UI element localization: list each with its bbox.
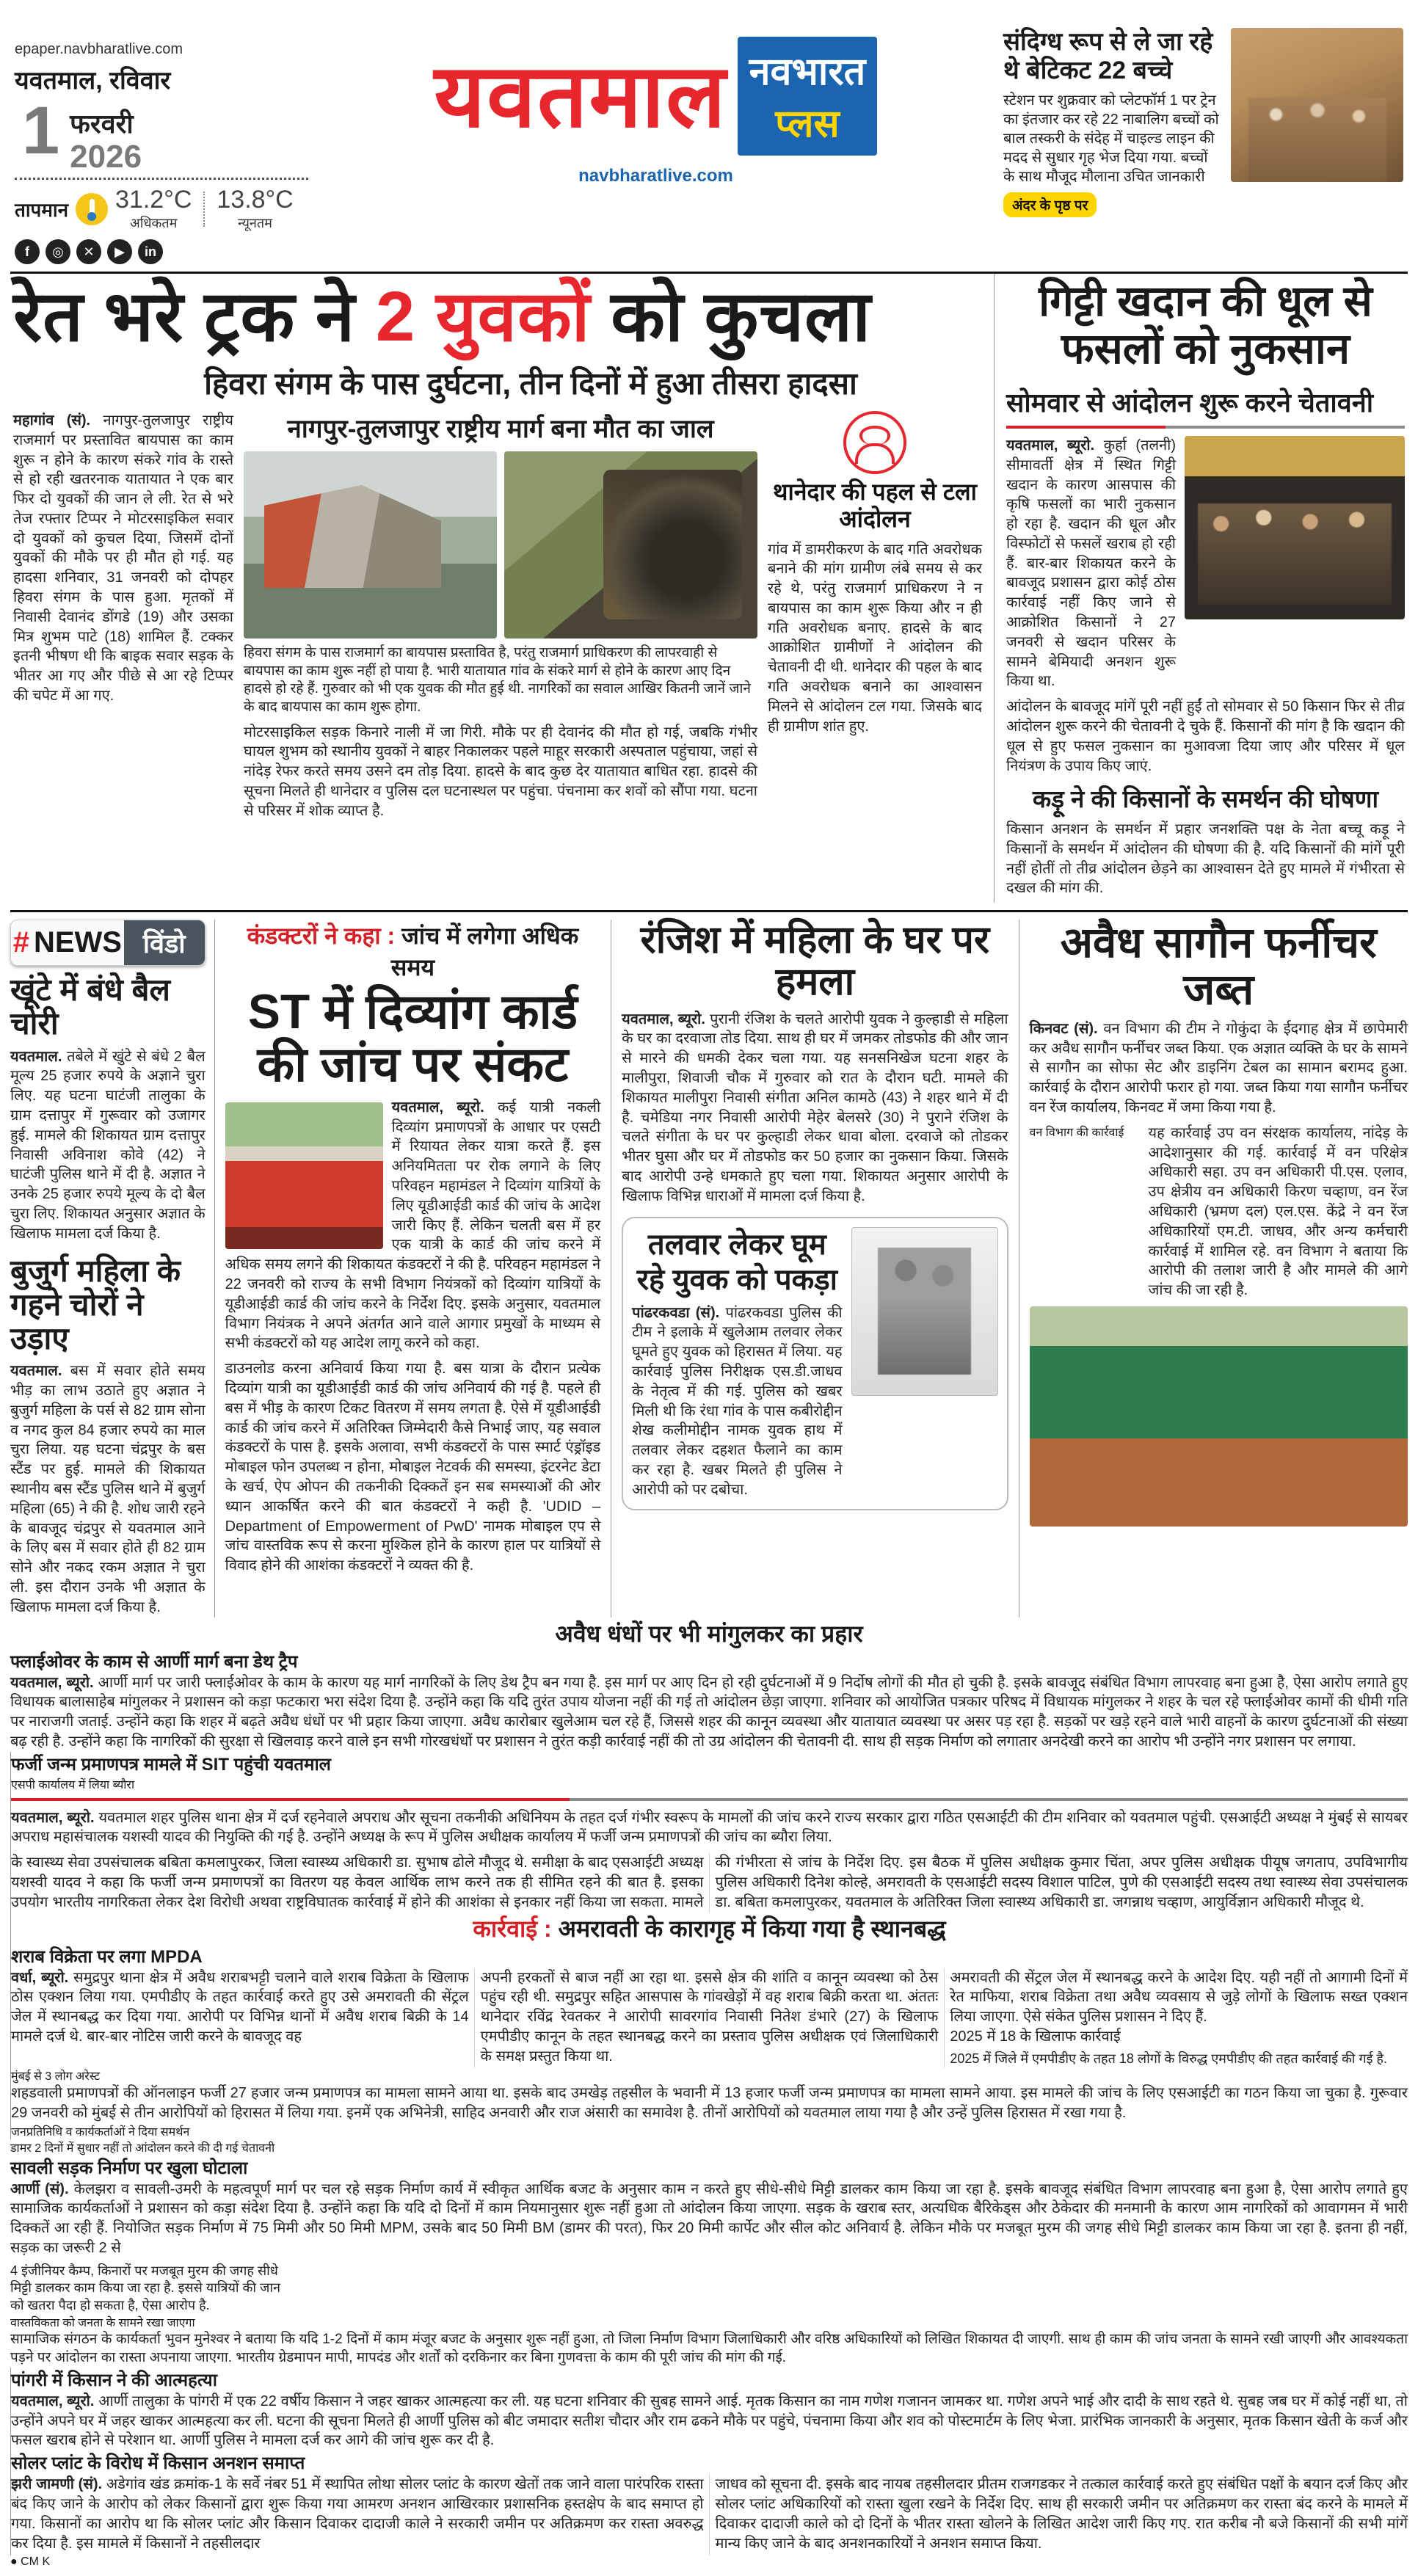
savli-headline: सावली सड़क निर्माण पर खुला घोटाला (10, 2158, 248, 2178)
forest-dept-sidebar: वन विभाग की कार्रवाई (1029, 1126, 1124, 1139)
temp-max-label: अधिकतम (130, 216, 178, 230)
gitti-body1-text: कुर्हा (तलनी) सीमावर्ती क्षेत्र में स्थित गिट्टी खदान के कारण आसपास की कृषि फसलों का भारी नुकसान हो रहा है. खदान की धूल और विस्फोटों से फसलें खराब हो रही हैं. बार-बार शिकायत करने के बावजूद प्रशासन द्वारा कोई ठोस कार्रवाई नहीं किए जाने से आक्रोशित किसानों ने 27 जनवरी से खदान परिसर के सामने बेमियादी अनशन शुरू किया था. (1006, 437, 1176, 690)
news-label: NEWS (33, 926, 122, 959)
gitti-dateline: यवतमाल, ब्यूरो. (1006, 437, 1095, 454)
pangri-body: आर्णी तालुका के पांगरी में एक 22 वर्षीय किसान ने जहर खाकर आत्महत्या कर ली. यह घटना शनिवार की सुबह सामने आई. मृतक किसान का नाम गणेश गजानन जामकर था. गणेश अपने भाई और दादी के साथ रहते थे. सुबह जब घर में कोई नहीं था, तो उन्होंने अपने घर में जहर खाकर आत्महत्या कर ली. घटना की सूचना मिलते ही आर्णी पुलिस को बीट जमादार सतीश चौदार और राम ढकने मौके पर पहुंचे, पंचनामा किया और शव को पोस्टमार्टम के लिए भेजा. प्रारंभिक जानकारी के अनुसार, मृतक किसान खेती के कर्ज और फसल खराब होने से परेशान था. आर्णी पुलिस ने मामला दर्ज कर आगे की जांच शुरू कर दी है. (11, 2393, 1408, 2449)
brief-headline: संदिग्ध रूप से ले जा रहे थे बेटिकट 22 बच्चे (1003, 28, 1213, 85)
savli-body (10, 2180, 1408, 2258)
brief-body: स्टेशन पर शुक्रवार को प्लेटफॉर्म 1 पर ट्रेन का इंतजार कर रहे 22 नाबालिग बच्चों को बाल तस्करी के संदेह में चाइल्ड लाइन की मदद से सुधार गृह भेज दिया गया. बच्चों के साथ मौजूद मौलाना उचित जानकारी (1003, 92, 1219, 186)
kadu-body: किसान अनशन के समर्थन में प्रहार जनशक्ति पक्ष के नेता बच्चू कड़ू ने किसानों के समर्थन में आंदोलन की घोषणा की है. यदि किसानों की मांगें पूरी नहीं होतीं तो तीव्र आंदोलन छेड़ने का आश्वासन देते हुए मामले में गंभीरता से दखल की मांग की. (1006, 821, 1405, 897)
temp-min-label: न्यूनतम (238, 216, 272, 230)
st-body1: कई यात्री नकली दिव्यांग प्रमाणपत्रों के आधार पर एसटी में रियायत लेकर यात्रा करते हैं. इस अनियमितता पर रोक लगाने के लिए परिवहन महामंडल ने दिव्यांग यात्रियों के लिए यूडीआईडी कार्ड की जांच के आदेश जारी किए हैं. लेकिन चलती बस में हर एक यात्री के कार्ड की जांच करने में अधिक समय लगने की शिकायत कंडक्टरों ने की है. परिवहन महामंडल ने 22 जनवरी को राज्य के सभी विभाग नियंत्रकों को दिव्यांग यात्रियों के यूडीआईडी कार्ड की जांच करने के निर्देश दिए. इसके अनुसार, यवतमाल विभाग नियंत्रक ने अपने अंतर्गत आने वाले आगार प्रमुखों के माध्यम से सभी कंडक्टरों को यह आदेश लागू करने को कहा. (225, 1099, 601, 1352)
st-kicker-rest: जांच में लगेगा अधिक समय (390, 923, 579, 981)
youtube-icon[interactable]: ▶ (107, 239, 132, 264)
date-month: फरवरी (70, 109, 134, 139)
mpda-body2: अपनी हरकतों से बाज नहीं आ रहा था. इससे क्षेत्र की शांति व कानून व्यवस्था को ठेस पहुंच रही थी. समुद्रपुर सहित आसपास के गांवखेड़ों में वह शराब बिक्री करता था. अंततः थानेदार रविंद्र रेवतकर ने आरोपी सावरगांव निवासी नितेश डंभारे (27) के खिलाफ एमपीडीए कानून के तहत स्थानबद्ध करने का प्रस्ताव पुलिस अधीक्षक एवं जिलाधिकारी के समक्ष प्रस्तुत किया था. (480, 1969, 939, 2064)
weather-block (15, 186, 308, 232)
lead-body1: नागपुर-तुलजापुर राष्ट्रीय राजमार्ग पर प्रस्तावित बायपास का काम शुरू न होने के कारण संकरे गांव के रास्ते से हो रही खतरनाक यातायात ने एक बार फिर दो युवकों की जान ले ली. रेत से भरे तेज रफ्तार टिप्पर ने मोटरसाइकिल सवार दो युवकों को कुचल दिया, जिसमें दोनों युवकों की मौके पर ही मौत हो गई. यह हादसा शनिवार, 31 जनवरी को दोपहर हिवरा संगम के पास हुआ. मृतकों में निवासी देवानंद डोंगडे (19) और उसका मित्र शुभम पाटे (18) शामिल हैं. टक्कर इतनी भीषण थी कि बाइक सवार सड़क के भीतर आ गए और पीछे से आ रहे टिप्पर की चपेट में आ गए. (13, 412, 234, 705)
st-headline: ST में दिव्यांग कार्ड की जांच पर संकट (247, 984, 578, 1091)
solar-column (10, 2451, 1408, 2555)
st-body2: डाउनलोड करना अनिवार्य किया गया है. बस यात्रा के दौरान प्रत्येक दिव्यांग यात्री का यूडीआईडी कार्ड की जांच अनिवार्य की गई है. पहले ही बस में भीड़ के कारण टिकट वितरण में समय लगता है. ऐसे में यूडीआईडी कार्ड की जांच करने में अतिरिक्त जिम्मेदारी कैसे निभाई जाए, यह सवाल कंडक्टरों के पास है. इसके अलावा, सभी कंडक्टरों के पास स्मार्ट एंड्रॉइड मोबाइल फोन उपलब्ध न होना, मोबाइल नेटवर्क की समस्या, इंटरनेट डेटा के खर्च, ऐप ओपन की तकनीकी दिक्कतें इन सब समस्याओं की ओर ध्यान आकर्षित करने की बात कंडक्टरों ने कही है. 'UDID – Department of Empowerment of PwD' नामक मोबाइल एप से जांच वास्तविक रूप से करना मुश्किल होने के कारण हाल पर यात्रियों से विवाद होने की आशंका कंडक्टरों ने व्यक्त की है. (225, 1361, 601, 1574)
st-dateline: यवतमाल, ब्यूरो. (391, 1099, 484, 1116)
police-officer-icon (843, 411, 906, 474)
talwar-body: पांढरकवडा पुलिस की टीम ने इलाके में खुलेआम तलवार लेकर घूमते हुए युवक को हिरासत में लिया. यह कार्रवाई पुलिस निरीक्षक एस.डी.जाधव के नेतृत्व में की गई. पुलिस को खबर मिली थी कि रंधा गांव के पास कबीरोद्दीन शेख कलीमोद्दीन नामक युवक हाथ में तलवार लेकर दहशत फैलाने का काम कर रहा है. खबर मिलते ही पुलिस ने आरोपी को पर दबोचा. (632, 1304, 843, 1498)
talwar-article (622, 1217, 1008, 1510)
lead-band (10, 274, 1408, 903)
sagaun-dateline: किनवट (सं). (1029, 1020, 1098, 1037)
temp-divider (203, 192, 205, 227)
sagaun-article (1030, 920, 1408, 1527)
band2 (10, 910, 1408, 1617)
lead-headline (13, 277, 982, 356)
linkedin-icon[interactable]: in (138, 239, 163, 264)
mpda-inset-box (950, 2027, 1408, 2067)
solar-body2: जाधव को सूचना दी. इसके बाद नायब तहसीलदार प्रीतम राजगडकर ने तत्काल कार्रवाई करते हुए संबंधित पक्षों के बयान दर्ज किए और सोलर प्लांट अधिकारियों को रास्ता खुला रखने के निर्देश दिए. साथ ही सरकारी जमीन पर अतिक्रमण कर रास्ता बंद करने के मामले में दिवाकर दादाजी काले को दो दिनों के भीतर रास्ता खोलने के लिखित आदेश जारी किए गए. रात करीब नौ बजे किसानों की सभी मांगें मान्य किए जाने के बाद अनशनकारियों ने अनशन समाप्त किया. (715, 2476, 1408, 2552)
mpda-headline: शराब विक्रेता पर लगा MPDA (11, 1946, 203, 1967)
mpda-body1: समुद्रपुर थाना क्षेत्र में अवैध शराबभट्टी चलाने वाले शराब विक्रेता के खिलाफ ठोस एक्शन लिया गया. एमपीडीए के तहत कार्रवाई करते हुए उसे अमरावती की सेंट्रल जेल में स्थानबद्ध कर दिया गया. आरोपी पर विभिन्न थानों में अवैध शराब बिक्री के 14 मामले दर्ज थे. बार-बार नोटिस जारी करने के बावजूद वह (11, 1969, 469, 2045)
sagaun-body2: यह कार्रवाई उप वन संरक्षक कार्यालय, नांदेड़ के आदेशानुसार की गई. कार्रवाई में वन परिक्षेत्र अधिकारी सहा. उप वन अधिकारी पी.एस. एलाव, उप क्षेत्रीय वन अधिकारी किरण चव्हाण, वन रेंज अधिकारी (भ्रमण दल) एल.एस. केंद्रे ने वन रेंज अधिकारियों एम.टी. जाधव, और अन्य कर्मचारी कार्रवाई में शामिल रहे. वन विभाग ने बताया कि आरोपी की तलाश जारी है और मामले की आगे जांच की जा रही है. (1148, 1124, 1408, 1299)
sit-column (10, 1752, 1408, 2067)
mpda-body (11, 1968, 1408, 2067)
thana-body: गांव में डामरीकरण के बाद गति अवरोधक बनाने की मांग ग्रामीण लंबे समय से कर रहे थे, परंतु राजमार्ग प्राधिकरण ने न बायपास का काम शुरू किया और न ही गति अवरोधक बनाए. हादसे के बाद आक्रोशित ग्रामीणों ने आंदोलन की चेतावनी दी थी. थानेदार की पहल के बाद गति अवरोधक बनाने का आश्वासन मिलने से आंदोलन टल गया. जिसके बाद ही ग्रामीण शांत हुए. (768, 541, 982, 735)
gitti-body1 (1006, 436, 1176, 691)
mpda-dateline: वर्धा, ब्यूरो. (11, 1969, 69, 1986)
gitti-article (994, 274, 1408, 903)
date-block (22, 93, 308, 175)
bull-theft-headline: खूंटे में बंधे बैल चोरी (10, 972, 170, 1041)
flyover-column (10, 1618, 1408, 1752)
x-icon[interactable]: ✕ (76, 239, 101, 264)
solar-headline: सोलर प्लांट के विरोध में किसान अनशन समाप्त (11, 2453, 305, 2474)
lead-photo-caption: हिवरा संगम के पास राजमार्ग का बायपास प्रस्तावित है, परंतु राजमार्ग प्राधिकरण की लापरवाही से बायपास का काम शुरू नहीं हो पाया है. भारी यातायात गांव के संकरे मार्ग से होने के कारण आए दिन हादसे हो रहे हैं. गुरुवार को भी एक युवक की मौत हुई थी. नागरिकों का सवाल आखिर कितनी जानें जाने के बाद बायपास का काम शुरू होगा. (244, 644, 751, 715)
bull-theft-body: तबेले में खुंटे से बंधे 2 बैल मूल्य 25 हजार रुपये के अज्ञाने चुरा लिए. यह घटना घाटंजी तालुका के ग्राम दत्तापुर में गुरूवार को उजागर हुई. मामले की शिकायत ग्राम दत्तापुर निवासी अविनाश कोवे (42) ने घाटंजी पुलिस थाने में दी है. अज्ञात ने उनके 25 हजार रुपये मूल्य के दो बैल चुरा लिए. शिकायत अनुसार अज्ञात के खिलाफ मामला दर्ज किया है. (10, 1048, 206, 1242)
sagaun-headline: अवैध सागौन फर्नीचर जब्त (1060, 919, 1377, 1014)
gitti-body2: आंदोलन के बावजूद मांगें पूरी नहीं हुईं तो सोमवार से 50 किसान फिर से तीव्र आंदोलन शुरू करने की चेतावनी दे चुके हैं. किसानों की मांग है कि खदान की धूल से हुए फसल नुकसान का मुआवजा दिया जाए और परिसर में धूल नियंत्रण के उपाय किए जाएं. (1006, 699, 1405, 774)
sit-subhead: एसपी कार्यालय में लिया ब्यौरा (11, 1778, 135, 1791)
seized-teak-furniture-photo (1030, 1306, 1408, 1527)
news-window-column (10, 920, 214, 1617)
savli-dateline: आर्णी (सं). (10, 2180, 69, 2197)
sit-dateline: यवतमाल, ब्यूरो. (11, 1809, 95, 1826)
sit-body1: यवतमाल शहर पुलिस थाना क्षेत्र में दर्ज रहनेवाले अपराध और सूचना तकनीकी अधिनियम के तहत दर्ज गंभीर स्वरूप के मामलों की जांच करने राज्य सरकार द्वारा गठित एसआईटी की टीम शनिवार को यवतमाल पहुंची. एसआईटी अध्यक्ष ने मुंबई से सायबर अपराध महासंचालक यशस्वी यादव की नियुक्ति की गई है. उन्होंने अध्यक्ष के रूप में पुलिस अधीक्षक कार्यालय में फर्जी जन्म प्रमाणपत्रों की जांच का ब्यौरा लिया. (11, 1809, 1408, 1846)
mpda-body3: अमरावती की सेंट्रल जेल में स्थानबद्ध करने के आदेश दिए. यही नहीं तो आगामी दिनों में रेत माफिया, शराब विक्रेता तथा अवैध व्यवसाय से जुड़े लोगों के खिलाफ सख्त एक्शन लिया जाएगा. ऐसे संकेत पुलिस प्रशासन ने दिए हैं. (950, 1969, 1408, 2026)
lead-article (10, 274, 994, 903)
pangri-headline: पांगरी में किसान ने की आत्महत्या (11, 2370, 217, 2390)
lead-headline-pre: रेत भरे ट्रक ने (13, 277, 376, 356)
ranjish-column (611, 920, 1018, 1617)
cmyk-text: CM K (21, 2555, 51, 2569)
mumbai-subhead: मुंबई से 3 लोग अरेस्ट (11, 2070, 101, 2083)
flyover-kicker: अवैध धंधों पर भी मांगुलकर का प्रहार (555, 1620, 863, 1647)
road-photo-caption: 4 इंजीनियर कैम्प, किनारों पर मजबूत मुरम की जगह सीधे मिट्टी डालकर काम किया जा रहा है. इससे यात्रियों की जान को खतरा पैदा हो सकता है, ऐसा आरोप है. (10, 2263, 281, 2313)
print-marks (10, 2555, 1408, 2569)
ranjish-article (622, 920, 1008, 1206)
truck-accident-photo (244, 451, 497, 638)
dotted-divider (15, 178, 308, 180)
st-kicker-red: कंडक्टरों ने कहा : (247, 923, 396, 950)
damar-label: डामर (10, 2142, 32, 2155)
window-label: विंडो (124, 920, 205, 965)
lead-dateline: महागांव (सं). (13, 412, 91, 429)
arrest-sketch-image (851, 1227, 998, 1396)
mpda-kicker-red: कार्रवाई : (473, 1915, 552, 1942)
st-kicker (225, 920, 601, 983)
lead-photo-caption-head: नागपुर-तुलजापुर राष्ट्रीय मार्ग बना मौत का जाल (287, 414, 714, 443)
talwar-headline: तलवार लेकर घूम रहे युवक को पकड़ा (636, 1228, 838, 1296)
brand-logo (738, 37, 878, 156)
masthead-center (321, 22, 990, 186)
inside-page-link[interactable]: अंदर के पृष्ठ पर (1003, 192, 1097, 217)
mpda-kicker-rest: अमरावती के कारागृह में किया गया है स्थानबद्ध (551, 1915, 946, 1942)
ranjish-headline: रंजिश में महिला के घर पर हमला (640, 919, 990, 1004)
sit-subhead-rule (11, 1798, 1408, 1801)
jewellery-theft-article (10, 1254, 206, 1618)
gitti-headline: गिट्टी खदान की धूल से फसलों को नुकसान (1039, 277, 1372, 373)
mumbai-body: शहडवाली प्रमाणपत्रों की ऑनलाइन फर्जी 27 हजार जन्म प्रमाणपत्र का मामला सामने आया था. इसके बाद उमखेड़ तहसील के भवानी में 13 हजार फर्जी जन्म प्रमाणपत्र का मामला सामने आया. इस मामले की जांच के लिए एसआईटी का गठन किया जा चुका है. गुरूवार 29 जनवरी को मुंबई से तीन आरोपियों को हिरासत में लिया गया. इनमें एक अभिनेत्री, साहिद अनवारी और राज अंसारी का समावेश है. तीनों आरोपियों को यवतमाल लाया गया है और उन्हें पुलिस हिरासत में रखा गया है. (11, 2084, 1408, 2121)
jewellery-theft-dateline: यवतमाल. (10, 1363, 62, 1380)
lead-headline-red: 2 युवकों (375, 277, 591, 356)
sit-headline: फर्जी जन्म प्रमाणपत्र मामले में SIT पहुंची यवतमाल (11, 1754, 331, 1775)
mpda-article (11, 1913, 1408, 2067)
subhead-rule (1006, 426, 1405, 429)
masthead (10, 19, 1408, 274)
news-window-header (10, 920, 206, 966)
temp-label: तापमान (15, 198, 69, 221)
pangri-column (10, 2368, 1408, 2451)
edition-line: यवतमाल, रविवार (15, 67, 171, 95)
protest-caption: जनप्रतिनिधि व कार्यकर्ताओं ने दिया समर्थन (11, 2125, 190, 2139)
savli-body1: केलझरा व सावली-उमरी के महत्वपूर्ण मार्ग पर चल रहे सड़क निर्माण कार्य में स्वीकृत आर्थिक बजट के अनुसार काम न करते हुए सीधे-सीधे मिट्टी डालकर काम किया जा रहा है. इसके बावजूद संबंधित विभाग लापरवाह बना हुआ है, ऐसा आरोप लगाते हुए सामाजिक कार्यकर्ताओं ने प्रशासन को कड़ा संदेश दिया है. उन्होंने कहा कि यदि दो दिनों में काम नियमानुसार शुरू नहीं हुआ तो आंदोलन किया जाएगा. सड़क के खराब स्तर, अत्यधिक बैरिकेड्स और ठेकेदार की मनमानी के कारण आम नागरिकों को आवागमन में भारी दिक्कतें आ रही हैं. नियोजित सड़क निर्माण में 75 मिमी और 50 मिमी MPM, उसके बाद 50 मिमी BM (डामर की परत), फिर 20 मिमी कार्पेट और सील कोट अनिवार्य है. लेकिन मौके पर मजबूत मुरम की जगह सीधे मिट्टी डालकर काम किया जा रहा है. इतना ही नहीं, सड़क का जरूरी 2 से (10, 2180, 1408, 2256)
instagram-icon[interactable]: ◎ (46, 239, 70, 264)
savli-kicker: 2 दिनों में सुधार नहीं तो आंदोलन करने की दी गई चेतावनी (34, 2142, 275, 2155)
solar-dateline: झरी जामणी (सं). (11, 2476, 103, 2493)
ranjish-body: पुरानी रंजिश के चलते आरोपी युवक ने कुल्हाडी से महिला के घर का दरवाजा तोड दिया. साथ ही घर में जमकर तोडफोड की और जान से मारने की धमकी देकर चला गया. यह सनसनिखेज घटना शहर के मालीपुरा, शिवाजी चौक में गुरुवार को रात के दौरान घटी. मामले की शिकायत मालीपुरा निवासी संगीता अनिल कामठे (43) ने शहर थाने में दी है. चमेडिया नगर निवासी आरोपी मेहेर बेलसरे (30) ने पुराने रंजिश के चलते संगीता के घर पर कुल्हाडी लेकर धावा बोला. दरवाजे को तोडकर भीतर घुसा और घर में तोडफोड कर 50 हजार का नुकसान किया. जिसके बाद आरोपी उन्हे धमकाते हुए चला गया. शिकायत अनुसार आरोपी के खिलाफ विभिन्न धाराओं में मामला दर्ज किया है. (622, 1011, 1008, 1204)
sagaun-column (1019, 920, 1408, 1617)
facebook-icon[interactable]: f (15, 239, 40, 264)
ranjish-dateline: यवतमाल, ब्यूरो. (622, 1011, 705, 1027)
front-brief (1003, 22, 1403, 217)
savli-column (10, 2139, 1408, 2368)
temp-min: 13.8°C (217, 186, 294, 214)
crashed-motorcycle-photo (504, 451, 757, 638)
thana-headline: थानेदार की पहल से टला आंदोलन (773, 478, 977, 532)
temp-max: 31.2°C (115, 186, 192, 214)
date-year: 2026 (70, 139, 142, 175)
solar-body (11, 2475, 1408, 2555)
st-bus-photo (225, 1102, 383, 1249)
mpda-inset-body: 2025 में जिले में एमपीडीए के तहत 18 लोगों के विरुद्ध एमपीडीए की तहत कार्रवाई की गई है. (950, 2051, 1387, 2066)
masthead-title: यवतमाल (434, 47, 727, 145)
flyover-dateline: यवतमाल, ब्यूरो. (10, 1674, 94, 1691)
gitti-subhead: सोमवार से आंदोलन शुरू करने चेतावनी (1006, 387, 1374, 418)
bull-theft-article (10, 973, 206, 1243)
sit-body2: के स्वास्थ्य सेवा उपसंचालक बबिता कमलापुरकर, जिला स्वास्थ्य अधिकारी डा. सुभाष ढोले मौजूद थे. समीक्षा के बाद एसआईटी अध्यक्ष यशस्वी यादव ने कहा कि फर्जी जन्म प्रमाणपत्रों का वितरण यह केवल आर्थिक लाभ करने तक ही सीमित रहने की बात है. इसका उपयोग भारतीय नागरिकता लेकर देश विरोधी अथवा राष्ट्रविघातक कार्रवाई में होने की आशंका से इनकार नहीं किया जा सकता. मामले की गंभीरता से जांच के निर्देश दिए. इस बैठक में पुलिस अधीक्षक कुमार चिंता, अपर पुलिस अधीक्षक पीयूष जगताप, उपविभागीय पुलिस अधिकारी दिनेश कोल्हे, अमरावती के एसआईटी सदस्य विशाल पाटिल, पुणे की एसआईटी सदस्य तथा स्वास्थ्य सेवा उपसंचालक डा. बबिता कमलापुरकर, यवतमाल के अतिरिक्त जिला स्वास्थ्य अधिकारी डा. जगन्नाथ चव्हाण, आयुर्विज्ञान अधिकारी मौजूद थे. (11, 1855, 1408, 1910)
savli-box (10, 2314, 1408, 2368)
hash-icon: # (12, 926, 29, 959)
children-station-photo (1231, 28, 1403, 182)
damar-strip (10, 2139, 1408, 2155)
talwar-dateline: पांढरकवडा (सं). (632, 1304, 720, 1321)
thermometer-icon (76, 193, 108, 225)
social-icons (15, 239, 308, 264)
lead-body-left (13, 411, 233, 821)
mpda-kicker (11, 1913, 1408, 1944)
lead-photo-block (244, 411, 757, 821)
epaper-url[interactable]: epaper.navbharatlive.com (15, 41, 183, 57)
solar-body1: अडेगांव खंड क्रमांक-1 के सर्वे नंबर 51 में स्थापित लोथा सोलर प्लांट के कारण खेतों तक जाने वाला पारंपरिक रास्ता बंद किए जाने के आरोप को लेकर किसानों द्वारा शुरू किया गया आमरण अनशन आखिरकार प्रशासनिक हस्तक्षेप के बाद समाप्त हो गया. किसानों का आरोप था कि सोलर प्लांट और किसान दिवाकर दादाजी काले ने सरकारी जमीन पर अतिक्रमण कर रास्ता अवरुद्ध कर दिया है. इस मामले में किसानों ने तहसीलदार (11, 2476, 704, 2552)
flyover-body (10, 1673, 1408, 1752)
sagaun-body1: वन विभाग की टीम ने गोकुंदा के ईदगाह क्षेत्र में छापेमारी कर अवैध सागौन फर्नीचर जब्त किया. एक अज्ञात व्यक्ति के घर के सामने से सागौन का सोफा सेट और डाइनिंग टेबल का सामान बरामद हुआ. कार्रवाई के दौरान आरोपी फरार हो गया. जब्त किया गया सागौन फर्नीचर वन रेंज कार्यालय, किनवट में जमा किया गया है. (1029, 1020, 1408, 1116)
lead-body2: मोटरसाइकिल सड़क किनारे नाली में जा गिरी. मौके पर ही देवानंद की मौत हो गई, जबकि गंभीर घायल शुभम को स्थानीय युवकों ने बाहर निकालकर पहले माहूर सरकारी अस्पताल पहुंचाया, जहां से नांदेड़ रेफर करते समय उसने दम तोड़ दिया. हादसे के बाद कुछ देर यातायात बाधित रहा. हादसे की सूचना मिलते ही थानेदार व पुलिस दल घटनास्थल पर पहुंचा. पंचनामा कर शवों को सौंपा गया. घटना से परिसर में शोक व्याप्त है. (244, 724, 757, 819)
mumbai-column (10, 2067, 1408, 2139)
bull-theft-dateline: यवतमाल. (10, 1048, 62, 1065)
date-day: 1 (22, 93, 60, 168)
pangri-dateline: यवतमाल, ब्यूरो. (11, 2393, 95, 2409)
st-card-column (214, 920, 611, 1617)
flyover-body-text: आर्णी मार्ग पर जारी फ्लाईओवर के काम के कारण यह मार्ग नागरिकों के लिए डेथ ट्रैप बन गया है. इस मार्ग पर आए दिन हो रही दुर्घटनाओं में 9 निर्दोष लोगों की मौत हो चुकी है. इसके बावजूद संबंधित विभाग लापरवाह बना हुआ है, ऐसा आरोप लगाते हुए विधायक बालासाहेब मांगुलकर ने प्रशासन को कड़ा फटकारा भरा संदेश दिया है. उन्होंने कहा कि यदि तुरंत उपाय योजना नहीं की गई तो आंदोलन छेड़ा जाएगा. शनिवार को आयोजित पत्रकार परिषद में विधायक मांगुलकर ने शहर के चल रहे फ्लाईओवर कामों की धीमी गति पर नाराजगी जताई. उन्होंने कहा कि शहर में बढ़ते अवैध धंधों पर भी प्रहार किया जाएगा. अवैध कारोबार खुलेआम चल रहे हैं, जिससे शहर की कानून व्यवस्था और यातायात व्यवस्था पर असर पड़ रहा है. सड़कों पर खड़े रहने वाले भारी वाहनों के कारण दुर्घटनाओं की संख्या बढ़ रही है. उन्होंने कहा कि नागरिकों की सुरक्षा से खिलवाड़ करने वाले इन सभी गोरखधंधों पर प्रशासन ने तुरंत कड़ी कार्रवाई नहीं की तो उग्र आंदोलन की चेतावनी दी. साथ ही सड़क निर्माण को लगातार अनदेखी करने का आरोप भी उन्होंने नगर प्रशासन पर लगाया. (10, 1674, 1408, 1750)
brand-line1: नवभारत (749, 51, 866, 93)
band4 (10, 2139, 1408, 2556)
masthead-left (15, 22, 308, 264)
cmyk-label: ● CM K (10, 2555, 51, 2569)
st-body (225, 1098, 601, 1576)
mpda-inset-head: 2025 में 18 के खिलाफ कार्रवाई (950, 2029, 1121, 2045)
savli-box-head: वास्तविकता को जनता के सामने रखा जाएगा (10, 2316, 195, 2329)
savli-box-body: सामाजिक संगठन के कार्यकर्ता भुवन मुनेश्वर ने बताया कि यदि 1-2 दिनों में काम मंजूर बजट के अनुसार शुरू नहीं हुआ, तो जिला निर्माण विभाग जिलाधिकारी और वरिष्ठ अधिकारियों को लिखित शिकायत दी जाएगी. साथ ही काम की जांच जनता के सामने रखी जाएगी और आवश्यकता पड़ने पर आंदोलन का रास्ता अपनाया जाएगा. भारतीय ग्रेडमापन मापी, मापदंड और शर्तों को दरकिनार कर बिना गुणवत्ता के काम की पूरी जांच की मांग की गई. (10, 2331, 1408, 2366)
thana-box (768, 411, 982, 821)
brand-line2: प्लस (775, 103, 840, 145)
flyover-headline: फ्लाईओवर के काम से आर्णी मार्ग बना डेथ ट्रैप (10, 1651, 298, 1672)
lead-subhead: हिवरा संगम के पास दुर्घटना, तीन दिनों में हुआ तीसरा हादसा (204, 365, 857, 401)
brand-site[interactable]: navbharatlive.com (578, 166, 733, 186)
jewellery-theft-body: बस में सवार होते समय भीड़ का लाभ उठाते हुए अज्ञात ने बुजुर्ग महिला के पर्स से 82 ग्राम सोना व नगद कुल 84 हजार रुपये का माल चुरा लिया. यह घटना चंद्रपुर के बस स्टैंड पर हुई. मामले की शिकायत स्थानीय बस स्टैंड पुलिस थाने में बुजुर्ग महिला (65) ने की है. शोध जारी रहने के बावजूद चंद्रपुर से यवतमाल आने के लिए बस में सवार होते ही 82 ग्राम सोने और नकद रकम अज्ञात ने चुरा ली. इस दौरान उनके भी अज्ञात के खिलाफ मामला दर्ज किया है. (10, 1363, 206, 1615)
farmers-protest-night-photo (1185, 436, 1405, 619)
lead-headline-post: को कुचला (590, 277, 872, 356)
band3 (10, 1618, 1408, 2139)
jewellery-theft-headline: बुजुर्ग महिला के गहने चोरों ने उड़ाए (10, 1253, 181, 1356)
kadu-subhead: कड़ू ने की किसानों के समर्थन की घोषणा (1032, 785, 1379, 813)
